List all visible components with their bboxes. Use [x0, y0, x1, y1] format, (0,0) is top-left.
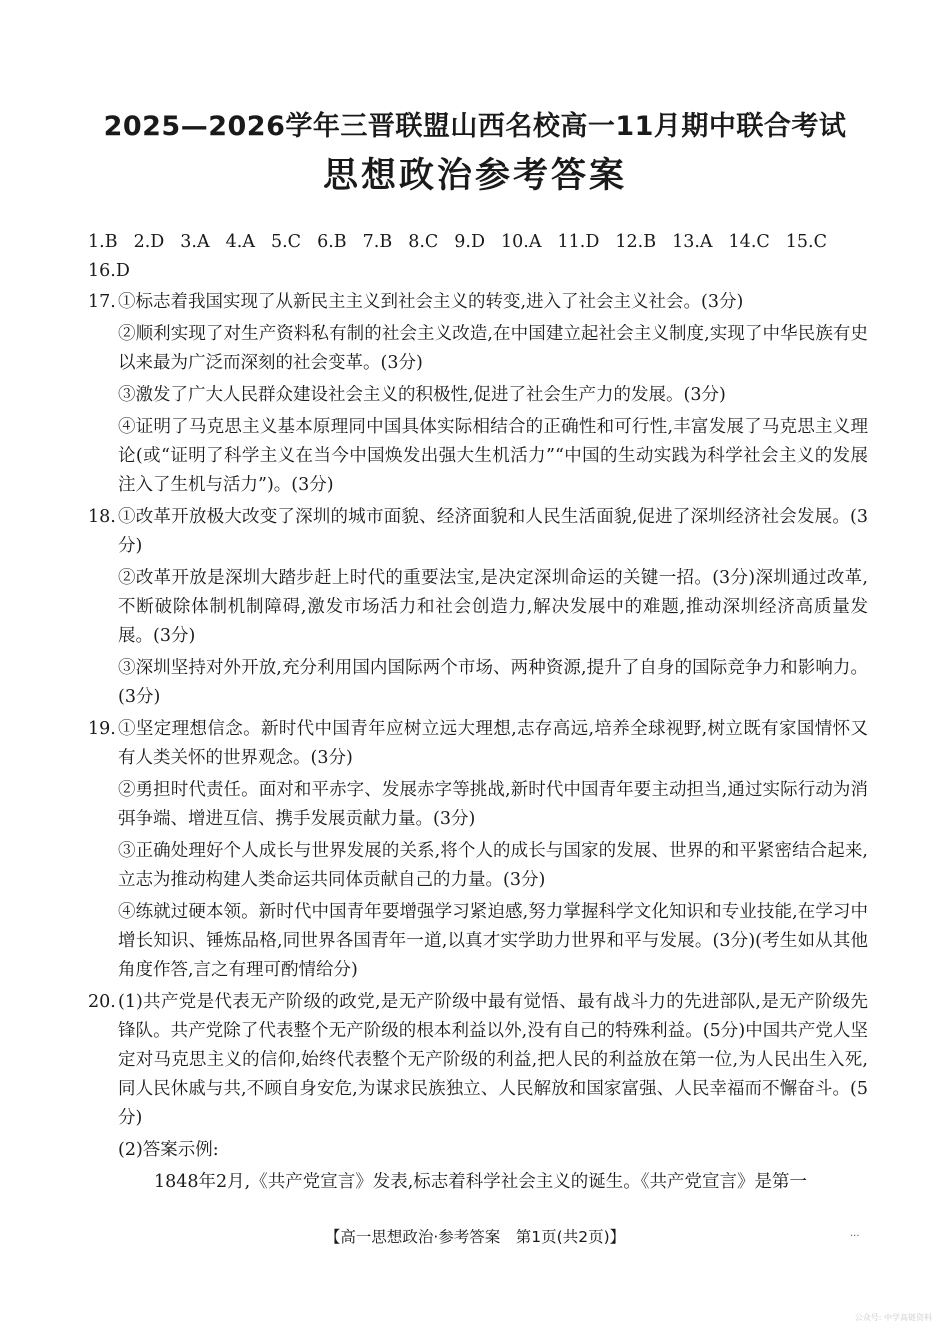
answer-point: ②改革开放是深圳大踏步赶上时代的重要法宝,是决定深圳命运的关键一招。(3分)深圳通过改革,不断破除体制机制障碍,激发市场活力和社会创造力,解决发展中的难题,推动深圳经济高质量发展。(3分) [118, 568, 868, 646]
mc-answer: 10.A [501, 232, 542, 252]
mc-answer: 7.B [362, 232, 393, 252]
mc-answer: 8.C [408, 232, 439, 252]
mc-answer: 11.D [557, 232, 600, 252]
question-20 [88, 988, 868, 1197]
answer-point: (1)共产党是代表无产阶级的政党,是无产阶级中最有觉悟、最有战斗力的先进部队,是无产阶级先锋队。共产党除了代表整个无产阶级的根本利益以外,没有自己的特殊利益。(5分)中国共产党人坚定对马克思主义的信仰,始终代表整个无产阶级的利益,把人民的利益放在第一位,为人民出生入死,同人民休戚与共,不顾自身安危,为谋求民族独立、人民解放和国家富强、人民幸福而不懈奋斗。(5分) [118, 992, 868, 1128]
mc-answer: 16.D [88, 261, 130, 281]
answer-example: 1848年2月,《共产党宣言》发表,标志着科学社会主义的诞生。《共产党宣言》是第一 [154, 1172, 808, 1192]
question-number: 20. [88, 992, 116, 1012]
answer-content [88, 228, 868, 1197]
mc-answer: 15.C [785, 232, 828, 252]
mc-answer: 13.A [672, 232, 713, 252]
question-number: 19. [88, 719, 116, 739]
mc-answer: 1.B [88, 232, 118, 252]
mc-answer: 9.D [454, 232, 486, 252]
question-18 [88, 503, 868, 712]
page-footer: 【高一思想政治·参考答案 第1页(共2页)】 [324, 1228, 626, 1246]
mc-answer: 12.B [615, 232, 657, 252]
answer-point: ②勇担时代责任。面对和平赤字、发展赤字等挑战,新时代中国青年要主动担当,通过实际行动为消弭争端、增进互信、携手发展贡献力量。(3分) [118, 780, 868, 829]
mc-answer: 6.B [317, 232, 347, 252]
mc-answer: 3.A [180, 232, 210, 252]
multiple-choice-answers [88, 228, 868, 286]
exam-title: 2025—2026学年三晋联盟山西名校高一11月期中联合考试 [103, 111, 847, 142]
answer-point: (2)答案示例: [118, 1140, 219, 1160]
mc-answer: 4.A [225, 232, 255, 252]
answer-point: ④练就过硬本领。新时代中国青年要增强学习紧迫感,努力掌握科学文化知识和专业技能,在学习中增长知识、锤炼品格,同世界各国青年一道,以真才实学助力世界和平与发展。(3分)(考生如从其他角度作答,言之有理可酌情给分) [118, 902, 868, 980]
answer-point: ①标志着我国实现了从新民主主义到社会主义的转变,进入了社会主义社会。(3分) [118, 292, 744, 312]
mc-answer: 5.C [270, 232, 302, 252]
answer-point: ③深圳坚持对外开放,充分利用国内国际两个市场、两种资源,提升了自身的国际竞争力和影响力。(3分) [118, 658, 868, 707]
answer-point: ④证明了马克思主义基本原理同中国具体实际相结合的正确性和可行性,丰富发展了马克思主义理论(或“证明了科学主义在当今中国焕发出强大生机活力”“中国的生动实践为科学社会主义的发展注入了生机与活力”)。(3分) [118, 417, 868, 495]
answer-point: ①坚定理想信念。新时代中国青年应树立远大理想,志存高远,培养全球视野,树立既有家国情怀又有人类关怀的世界观念。(3分) [118, 719, 868, 768]
watermark: 公众号: 中学高链资料 [854, 1313, 932, 1322]
mc-answer: 14.C [728, 232, 770, 252]
answer-point: ①改革开放极大改变了深圳的城市面貌、经济面貌和人民生活面貌,促进了深圳经济社会发展。(3分) [118, 507, 868, 556]
footer-mark: ... [850, 1228, 860, 1239]
question-19 [88, 715, 868, 985]
answer-point: ③激发了广大人民群众建设社会主义的积极性,促进了社会生产力的发展。(3分) [118, 385, 726, 405]
answer-point: ③正确处理好个人成长与世界发展的关系,将个人的成长与国家的发展、世界的和平紧密结合起来,立志为推动构建人类命运共同体贡献自己的力量。(3分) [118, 841, 868, 890]
answer-point: ②顺利实现了对生产资料私有制的社会主义改造,在中国建立起社会主义制度,实现了中华民族有史以来最为广泛而深刻的社会变革。(3分) [118, 324, 868, 373]
question-17 [88, 288, 868, 500]
document-title: 思想政治参考答案 [322, 156, 627, 196]
mc-answer: 2.D [133, 232, 165, 252]
question-number: 18. [88, 507, 116, 527]
question-number: 17. [88, 292, 116, 312]
